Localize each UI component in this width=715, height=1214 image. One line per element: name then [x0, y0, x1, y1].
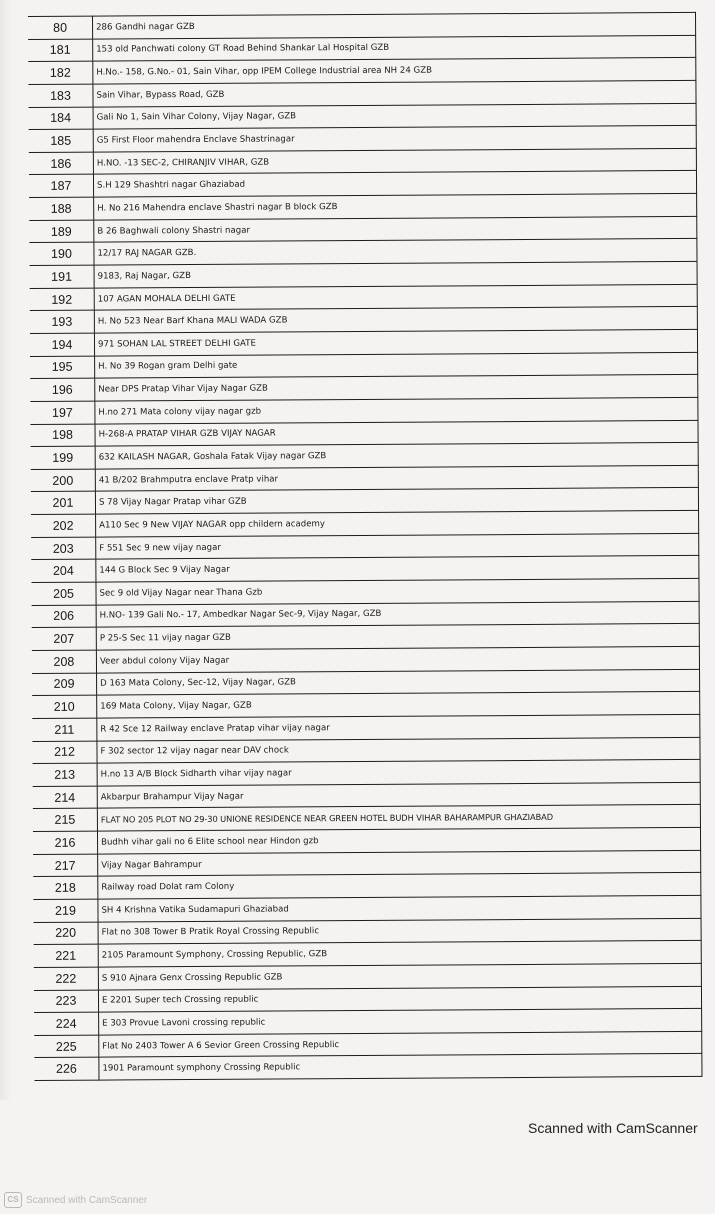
row-number: 192 — [30, 288, 95, 311]
row-number: 80 — [28, 16, 93, 39]
row-number: 209 — [32, 673, 97, 696]
row-address: Railway road Dolat ram Colony — [98, 873, 701, 899]
row-address: Akbarpur Brahampur Vijay Nagar — [97, 782, 700, 808]
row-number: 195 — [30, 356, 95, 379]
row-number: 199 — [31, 446, 96, 469]
row-address: 41 B/202 Brahmputra enclave Pratp vihar — [95, 465, 698, 491]
address-table-body — [28, 12, 702, 1080]
row-address: H.No.- 158, G.No.- 01, Sain Vihar, opp IPEM College Industrial area NH 24 GZB — [93, 58, 696, 84]
row-address: H.NO. -13 SEC-2, CHIRANJIV VIHAR, GZB — [93, 148, 696, 174]
row-number: 185 — [29, 129, 94, 152]
row-number: 210 — [32, 695, 97, 718]
scanned-with-label: Scanned with CamScanner — [528, 1120, 698, 1136]
watermark-text: Scanned with CamScanner — [26, 1194, 148, 1206]
row-number: 189 — [29, 220, 94, 243]
row-address: S 78 Vijay Nagar Pratap vihar GZB — [95, 488, 698, 514]
address-table — [28, 12, 702, 1081]
row-number: 208 — [32, 650, 97, 673]
row-number: 202 — [31, 514, 96, 537]
row-number: 212 — [32, 741, 97, 764]
camscanner-watermark — [4, 1192, 147, 1208]
row-number: 191 — [30, 265, 95, 288]
row-address: Veer abdul colony Vijay Nagar — [96, 646, 699, 672]
row-address: P 25-S Sec 11 vijay nagar GZB — [96, 624, 699, 650]
row-address: SH 4 Krishna Vatika Sudamapuri Ghaziabad — [98, 895, 701, 921]
row-address: H. No 39 Rogan gram Delhi gate — [95, 352, 698, 378]
row-number: 216 — [33, 831, 98, 854]
row-number: 196 — [30, 378, 95, 401]
row-address: D 163 Mata Colony, Sec-12, Vijay Nagar, GZB — [97, 669, 700, 695]
row-number: 219 — [33, 899, 98, 922]
row-number: 182 — [28, 61, 93, 84]
row-address: Sain Vihar, Bypass Road, GZB — [93, 80, 696, 106]
row-number: 201 — [31, 492, 96, 515]
row-address: S 910 Ajnara Genx Crossing Republic GZB — [98, 963, 701, 989]
row-number: 217 — [33, 854, 98, 877]
row-number: 193 — [30, 310, 95, 333]
row-address: E 303 Provue Lavoni crossing republic — [99, 1009, 702, 1035]
row-number: 194 — [30, 333, 95, 356]
row-number: 198 — [30, 424, 95, 447]
row-address: E 2201 Super tech Crossing republic — [98, 986, 701, 1012]
row-address: H. No 216 Mahendra enclave Shastri nagar B block GZB — [94, 194, 697, 220]
row-address: 12/17 RAJ NAGAR GZB. — [94, 239, 697, 265]
row-number: 218 — [33, 876, 98, 899]
row-number: 224 — [34, 1012, 99, 1035]
camscanner-logo-icon: CS — [4, 1192, 22, 1208]
row-number: 203 — [31, 537, 96, 560]
row-address: S.H 129 Shashtri nagar Ghaziabad — [93, 171, 696, 197]
row-address: 169 Mata Colony, Vijay Nagar, GZB — [97, 692, 700, 718]
row-address: 971 SOHAN LAL STREET DELHI GATE — [94, 329, 697, 355]
row-address: 632 KAILASH NAGAR, Goshala Fatak Vijay nagar GZB — [95, 443, 698, 469]
row-number: 200 — [31, 469, 96, 492]
row-address: Flat no 308 Tower B Pratik Royal Crossing Republic — [98, 918, 701, 944]
row-address: H.no 271 Mata colony vijay nagar gzb — [95, 397, 698, 423]
page-edge — [0, 0, 12, 1100]
row-address: Near DPS Pratap Vihar Vijay Nagar GZB — [95, 375, 698, 401]
row-number: 186 — [29, 152, 94, 175]
row-number: 190 — [29, 243, 94, 266]
row-number: 188 — [29, 197, 94, 220]
row-number: 207 — [32, 627, 97, 650]
row-address: F 551 Sec 9 new vijay nagar — [96, 533, 699, 559]
row-number: 197 — [30, 401, 95, 424]
row-address: 286 Gandhi nagar GZB — [93, 12, 696, 38]
row-number: 214 — [33, 786, 98, 809]
row-address: 2105 Paramount Symphony, Crossing Republic, GZB — [98, 941, 701, 967]
row-number: 226 — [34, 1058, 99, 1081]
row-address: F 302 sector 12 vijay nagar near DAV chock — [97, 737, 700, 763]
row-address: G5 First Floor mahendra Enclave Shastrinagar — [93, 126, 696, 152]
row-number: 215 — [33, 809, 98, 832]
row-address: Flat No 2403 Tower A 6 Sevior Green Crossing Republic — [99, 1031, 702, 1057]
row-number: 181 — [28, 39, 93, 62]
row-address: H-268-A PRATAP VIHAR GZB VIJAY NAGAR — [95, 420, 698, 446]
row-address: FLAT NO 205 PLOT NO 29-30 UNIONE RESIDENCE NEAR GREEN HOTEL BUDH VIHAR BAHARAMPUR GHAZIABAD — [97, 805, 700, 831]
row-address: Vijay Nagar Bahrampur — [98, 850, 701, 876]
row-address: H. No 523 Near Barf Khana MALI WADA GZB — [94, 307, 697, 333]
row-number: 220 — [34, 922, 99, 945]
row-number: 211 — [32, 718, 97, 741]
row-address: 1901 Paramount symphony Crossing Republic — [99, 1054, 702, 1080]
row-address: R 42 Sce 12 Railway enclave Pratap vihar vijay nagar — [97, 714, 700, 740]
row-address: Sec 9 old Vijay Nagar near Thana Gzb — [96, 578, 699, 604]
row-number: 204 — [31, 559, 96, 582]
row-address: H.no 13 A/B Block Sidharth vihar vijay nagar — [97, 760, 700, 786]
row-number: 205 — [31, 582, 96, 605]
row-number: 184 — [29, 107, 94, 130]
row-address: 144 G Block Sec 9 Vijay Nagar — [96, 556, 699, 582]
table-row — [34, 1054, 702, 1081]
row-address: B 26 Baghwali colony Shastri nagar — [94, 216, 697, 242]
row-address: Budhh vihar gali no 6 Elite school near Hindon gzb — [97, 827, 700, 853]
row-number: 221 — [34, 944, 99, 967]
row-number: 206 — [32, 605, 97, 628]
row-address: A110 Sec 9 New VIJAY NAGAR opp childern academy — [96, 511, 699, 537]
row-number: 223 — [34, 990, 99, 1013]
row-address: Gali No 1, Sain Vihar Colony, Vijay Nagar, GZB — [93, 103, 696, 129]
row-address: H.NO- 139 Gali No.- 17, Ambedkar Nagar Sec-9, Vijay Nagar, GZB — [96, 601, 699, 627]
row-number: 213 — [33, 763, 98, 786]
row-address: 107 AGAN MOHALA DELHI GATE — [94, 284, 697, 310]
row-number: 222 — [34, 967, 99, 990]
row-number: 187 — [29, 175, 94, 198]
row-number: 183 — [28, 84, 93, 107]
row-address: 9183, Raj Nagar, GZB — [94, 261, 697, 287]
row-number: 225 — [34, 1035, 99, 1058]
row-address: 153 old Panchwati colony GT Road Behind Shankar Lal Hospital GZB — [93, 35, 696, 61]
